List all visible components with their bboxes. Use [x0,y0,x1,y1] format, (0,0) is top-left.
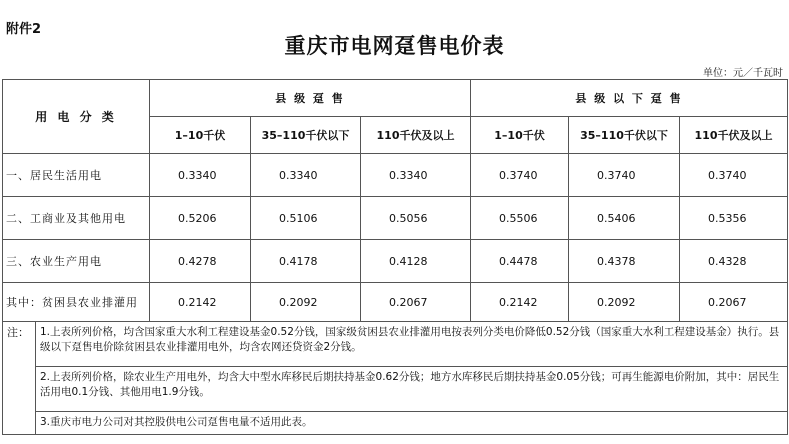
table-row [3,154,788,197]
row-label: 其中：贫困县农业排灌用 [3,283,150,322]
price-cell: 0.2092 [251,283,361,322]
row-label: 一、居民生活用电 [3,154,150,197]
voltage-header: 1–10千伏 [471,117,569,154]
price-cell: 0.3340 [251,154,361,197]
price-cell: 0.3340 [361,154,471,197]
voltage-header: 35–110千伏以下 [251,117,361,154]
note-row [3,367,788,412]
price-cell: 0.2067 [361,283,471,322]
notes-label: 注： [3,322,36,435]
price-cell: 0.4478 [471,240,569,283]
price-cell: 0.5106 [251,197,361,240]
category-header: 用 电 分 类 [3,80,150,154]
voltage-header: 110千伏及以上 [680,117,788,154]
price-cell: 0.4378 [569,240,680,283]
table-row [3,240,788,283]
row-label: 三、农业生产用电 [3,240,150,283]
voltage-header: 1–10千伏 [150,117,251,154]
price-cell: 0.4278 [150,240,251,283]
group-header-below-county: 县 级 以 下 趸 售 [471,80,788,117]
price-cell: 0.2067 [680,283,788,322]
notes-table [2,321,788,435]
table-header-row [3,80,788,117]
price-cell: 0.5356 [680,197,788,240]
price-cell: 0.4128 [361,240,471,283]
table-row [3,283,788,322]
price-cell: 0.2092 [569,283,680,322]
price-cell: 0.5206 [150,197,251,240]
price-cell: 0.5406 [569,197,680,240]
price-cell: 0.3340 [150,154,251,197]
page-title: 重庆市电网趸售电价表 [284,33,505,58]
price-cell: 0.5056 [361,197,471,240]
note-item: 1.上表所列价格，均含国家重大水利工程建设基金0.52分钱，国家级贫困县农业排灌用电按表列分类电价降低0.52分钱（国家重大水利工程建设基金）执行。县级以下趸售电价除贫困县农业排灌用电外，均含农网还贷资金2分钱。 [36,322,788,367]
voltage-header: 110千伏及以上 [361,117,471,154]
price-table [2,79,788,322]
note-item: 3.重庆市电力公司对其控股供电公司趸售电量不适用此表。 [36,412,788,435]
price-cell: 0.4178 [251,240,361,283]
group-header-county: 县 级 趸 售 [150,80,471,117]
unit-label: 单位：元／千瓦时 [703,68,783,79]
price-cell: 0.3740 [471,154,569,197]
voltage-header: 35–110千伏以下 [569,117,680,154]
note-row [3,412,788,435]
price-cell: 0.2142 [150,283,251,322]
note-item: 2.上表所列价格，除农业生产用电外，均含大中型水库移民后期扶持基金0.62分钱；地方水库移民后期扶持基金0.05分钱；可再生能源电价附加，其中：居民生活用电0.1分钱、其他用电1.9分钱。 [36,367,788,412]
price-cell: 0.2142 [471,283,569,322]
price-cell: 0.4328 [680,240,788,283]
price-cell: 0.5506 [471,197,569,240]
table-row [3,197,788,240]
price-cell: 0.3740 [680,154,788,197]
note-row [3,322,788,367]
row-label: 二、工商业及其他用电 [3,197,150,240]
attachment-label: 附件2 [6,22,42,37]
price-cell: 0.3740 [569,154,680,197]
